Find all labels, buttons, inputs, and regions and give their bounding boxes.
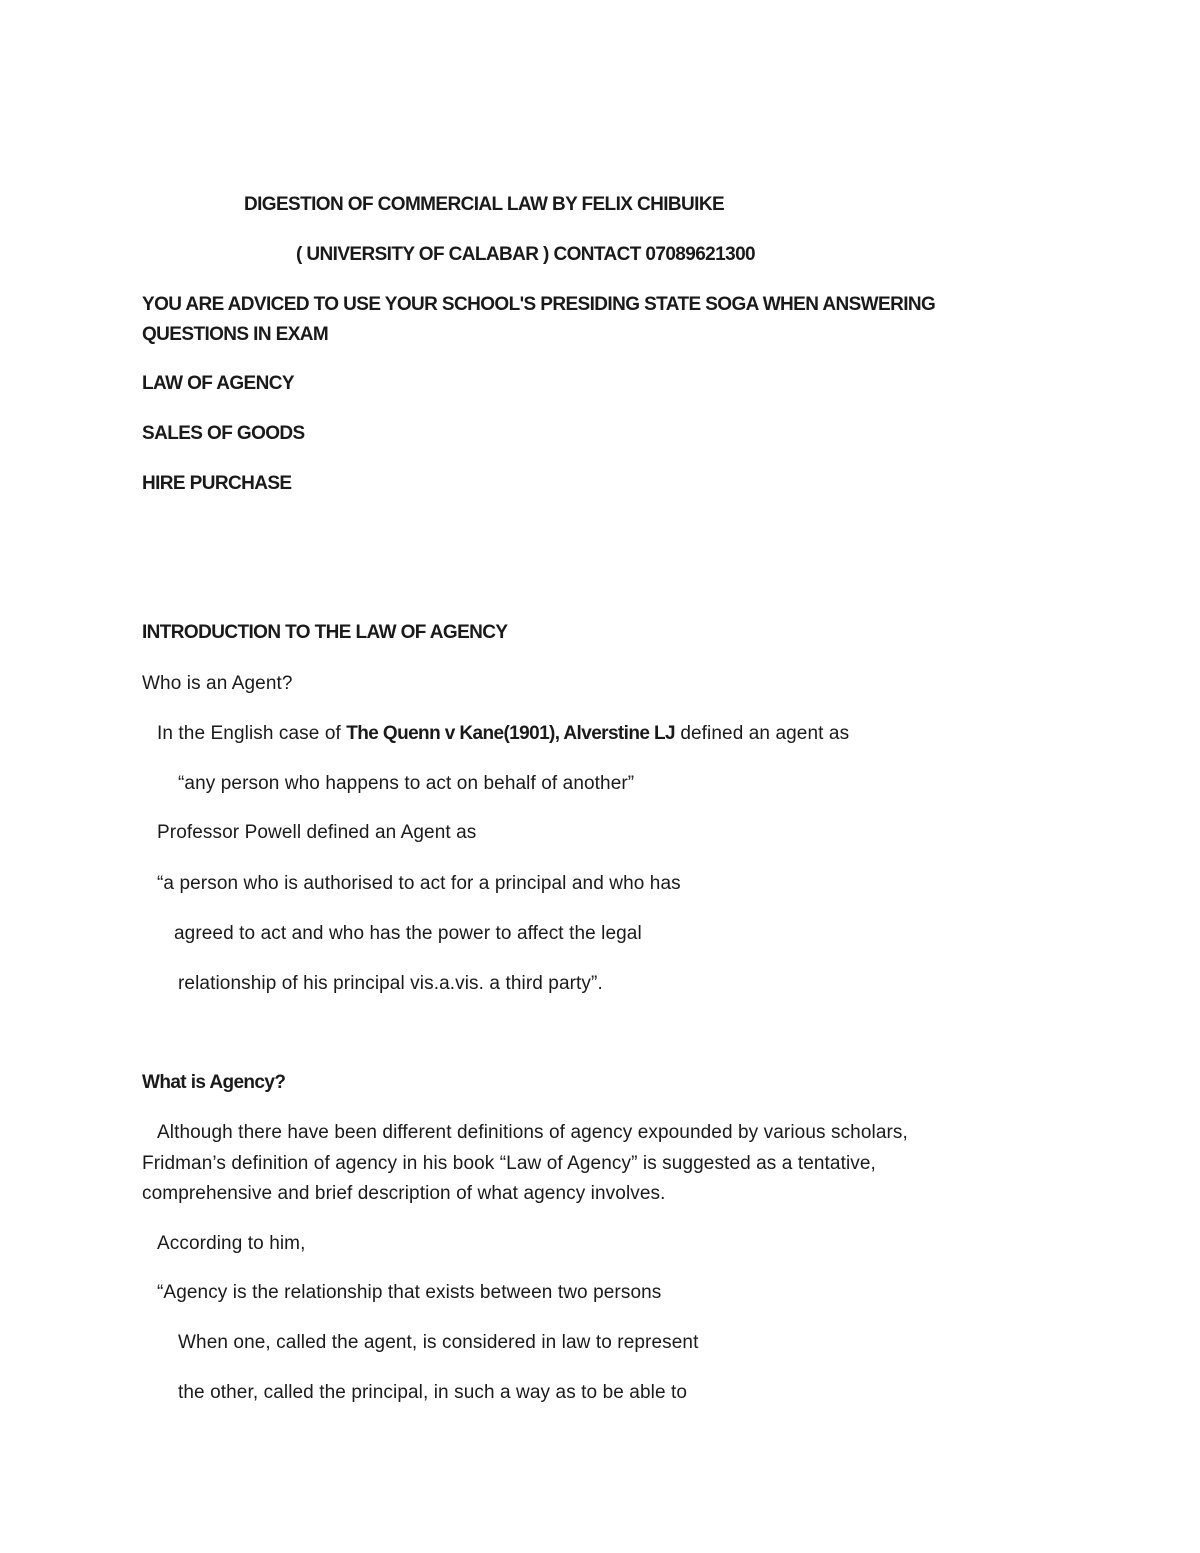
topic-law-of-agency: LAW OF AGENCY xyxy=(142,373,294,394)
agency-paragraph-line-2: Fridman’s definition of agency in his book “Law of Agency” is suggested as a tentative, xyxy=(142,1153,876,1174)
intro-heading: INTRODUCTION TO THE LAW OF AGENCY xyxy=(142,622,508,643)
case-suffix-text: defined an agent as xyxy=(674,723,850,744)
agency-paragraph-line-3: comprehensive and brief description of what agency involves. xyxy=(142,1183,666,1204)
who-is-agent-question: Who is an Agent? xyxy=(142,673,293,694)
case-prefix-text: In the English case of xyxy=(157,723,347,744)
advice-line-2: QUESTIONS IN EXAM xyxy=(142,324,329,345)
advice-line-1: YOU ARE ADVICED TO USE YOUR SCHOOL'S PRESIDING STATE SOGA WHEN ANSWERING xyxy=(142,294,936,315)
document-title: DIGESTION OF COMMERCIAL LAW BY FELIX CHIBUIKE xyxy=(244,194,725,215)
powell-quote-line-2: agreed to act and who has the power to affect the legal xyxy=(174,923,642,944)
agency-paragraph-line-1: Although there have been different definitions of agency expounded by various scholars, xyxy=(157,1122,908,1143)
fridman-quote-line-3: the other, called the principal, in such a way as to be able to xyxy=(178,1382,688,1403)
according-to-him: According to him, xyxy=(157,1233,306,1254)
topic-sales-of-goods: SALES OF GOODS xyxy=(142,423,305,444)
fridman-quote-line-2: When one, called the agent, is considered in law to represent xyxy=(178,1332,699,1353)
powell-quote-line-1: “a person who is authorised to act for a principal and who has xyxy=(157,873,681,894)
contact-line: ( UNIVERSITY OF CALABAR ) CONTACT 07089621300 xyxy=(296,244,756,265)
topic-hire-purchase: HIRE PURCHASE xyxy=(142,473,292,494)
case-definition-line xyxy=(157,722,849,746)
case-name: The Quenn v Kane(1901), Alverstine LJ xyxy=(346,723,675,744)
case-quote: “any person who happens to act on behalf of another” xyxy=(178,773,635,794)
fridman-quote-line-1: “Agency is the relationship that exists between two persons xyxy=(157,1282,662,1303)
agency-heading: What is Agency? xyxy=(142,1072,286,1093)
powell-intro: Professor Powell defined an Agent as xyxy=(157,822,477,843)
powell-quote-line-3: relationship of his principal vis.a.vis. a third party”. xyxy=(178,973,603,994)
